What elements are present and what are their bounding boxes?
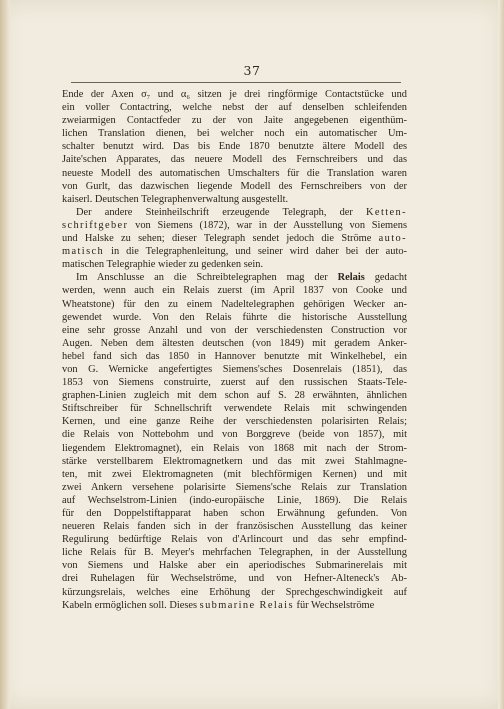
text-line [62,219,407,232]
spaced-term: Ketten- [366,206,407,218]
text-line [62,559,407,572]
text-line [62,193,407,206]
text-line [62,324,407,337]
text-line [62,546,407,559]
text-run: Ende der Axen σ₇ und α₆ sitzen je drei ringförmige Contactstücke und [62,89,407,100]
text-run: 1853 von Siemens construirte, zuerst auf den russischen Staats-Tele- [62,377,407,389]
page-gutter [0,0,10,709]
text-line [62,533,407,546]
text-run: stärke verstellbarem Elektromagnetkern und das mit zwei Stahlmagne- [62,455,407,467]
text-line [62,363,407,376]
text-run: für Wechselströme [293,599,375,611]
text-run: graphen-Linien zugleich mit dem schon auf S. 28 erwähnten, ähnlichen [62,390,407,402]
text-run: liegendem Elektromagnet), ein Relais von 1868 mit nach der Strom- [62,442,407,454]
text-line [62,311,407,324]
text-run: gedacht [364,272,407,284]
text-run: und Halske zu sehen; dieser Telegraph sendet jedoch die Ströme [62,233,379,245]
spaced-term: submarine Relais [199,599,294,611]
text-run: neueren Relais fanden sich in der französischen Ausstellung das keiner [62,521,407,533]
text-run: die Relais von Nottebohm und von Borggreve (beide von 1857), mit [62,429,407,441]
text-line [62,232,407,245]
bold-term: Relais [337,272,365,284]
text-run: ten, mit zwei Elektromagneten (mit blechförmigen Kernen) und mit [62,468,407,480]
paragraph [62,206,407,271]
text-line [62,206,407,219]
text-line [62,376,407,389]
text-line [62,507,407,520]
body-text [62,88,407,612]
text-run: zweiarmigen Contactfeder zu der von Jaite angegebenen eigenthüm- [62,115,407,127]
text-run: liche Relais für B. Meyer's mehrfachen Telegraphen, in der Ausstellung [62,547,407,559]
text-line [62,520,407,533]
text-line [62,402,407,415]
text-line [62,284,407,297]
text-run: auf Wechselstrom-Linien (indo-europäische Linie, 1869). Die Relais [62,494,407,506]
text-run: Jaite'schen Apparates, das neuere Modell des Fernschreibers und das [62,154,407,166]
text-line [62,389,407,402]
text-run: Im Anschlusse an die Schreibtelegraphen mag der [76,272,338,284]
text-line [62,415,407,428]
text-line [62,337,407,350]
text-line [62,572,407,585]
text-run: neueste Modell des automatischen Umschalters für die Translation waren [62,167,407,179]
text-line [62,350,407,363]
text-line [62,153,407,166]
text-run: Kernen, und eine ganze Reihe der verschiedensten polarisirten Relais; [62,416,407,428]
text-line [62,481,407,494]
text-run: kaiserl. Deutschen Telegraphenverwaltung ausgestellt. [62,193,289,205]
spaced-term: matisch [62,246,105,258]
text-run: für den Doppelstiftapparat haben schon Erwähnung gefunden. Von [62,508,407,519]
text-line [62,428,407,441]
text-run: von Siemens (1872), war in der Ausstellung von Siemens [128,219,407,231]
text-line [62,468,407,481]
text-line [62,586,407,599]
text-line [62,258,407,271]
spaced-term: auto- [378,233,407,245]
text-run: kürzungsrelais, welches eine Erhöhung der Sprechgeschwindigkeit auf [62,586,407,598]
text-run: Augen. Neben dem ältesten deutschen (von 1849) mit geradem Anker- [62,337,407,349]
text-run: matischen Telegraphie wieder zu gedenken sein. [62,259,264,271]
text-run: gewendet wurde. Von den Relais führte die historische Ausstellung [62,311,407,323]
text-run: Kabeln ermöglichen soll. Dieses [62,599,200,611]
text-line [62,140,407,153]
text-run: hebel fand sich das 1850 in Hannover benutzte mit Winkelhebel, ein [62,350,407,362]
text-run: von Gurlt, das dazwischen liegende Modell des Fernschreibers von der [62,180,407,192]
text-line [62,180,407,193]
text-line [62,442,407,455]
text-line [62,167,407,180]
text-line [62,127,407,140]
text-line [62,494,407,507]
text-run: eine sehr grosse Anzahl und von der verschiedensten Construction vor [62,324,407,336]
text-run: Der andere Steinheilschrift erzeugende Telegraph, der [76,206,367,218]
spaced-term: schriftgeber [62,219,129,231]
text-run: Regulirung bedürftige Relais von d'Arlincourt und das sehr empfind- [62,534,407,546]
text-run: Stiftschreiber für Schnellschrift verwendete Relais mit schwingenden [62,403,407,415]
header-rule [71,82,401,83]
text-run: Wheatstone) für den zu einem Nadeltelegraphen gehörigen Wecker an- [62,298,407,310]
text-line [62,271,407,284]
text-line [62,114,407,127]
text-run: von G. Wernicke angefertigtes Siemens'sches Dosenrelais (1851), das [62,363,407,375]
text-run: drei Ruhelagen für Wechselströme, und von Hefner-Alteneck's Ab- [62,573,407,585]
text-run: von Siemens und Halske aber ein aperiodisches Submarinerelais mit [62,560,407,572]
text-run: werden, wenn auch ein Relais zuerst (im April 1837 von Cooke und [62,285,407,297]
text-line [62,599,407,612]
paragraph [62,271,407,611]
paragraph [62,88,407,206]
text-run: ein voller Contactring, welche nebst der auf denselben schleifenden [62,102,407,114]
text-run: in die Telegraphenleitung, und seiner wird daher bei der auto- [104,246,407,258]
text-line [62,101,407,114]
text-run: lichen Translation dienen, bei welcher noch ein automatischer Um- [62,128,407,140]
page-edge [498,0,504,709]
text-line [62,298,407,311]
text-run: schalter benutzt wird. Das bis Ende 1870 benutzte ältere Modell des [62,141,407,153]
text-run: zwei Ankern versehene polarisirte Siemens'sche Relais zur Translation [62,481,407,493]
text-line [62,88,407,101]
text-line [62,245,407,258]
page-number: 37 [243,63,261,78]
text-line [62,455,407,468]
